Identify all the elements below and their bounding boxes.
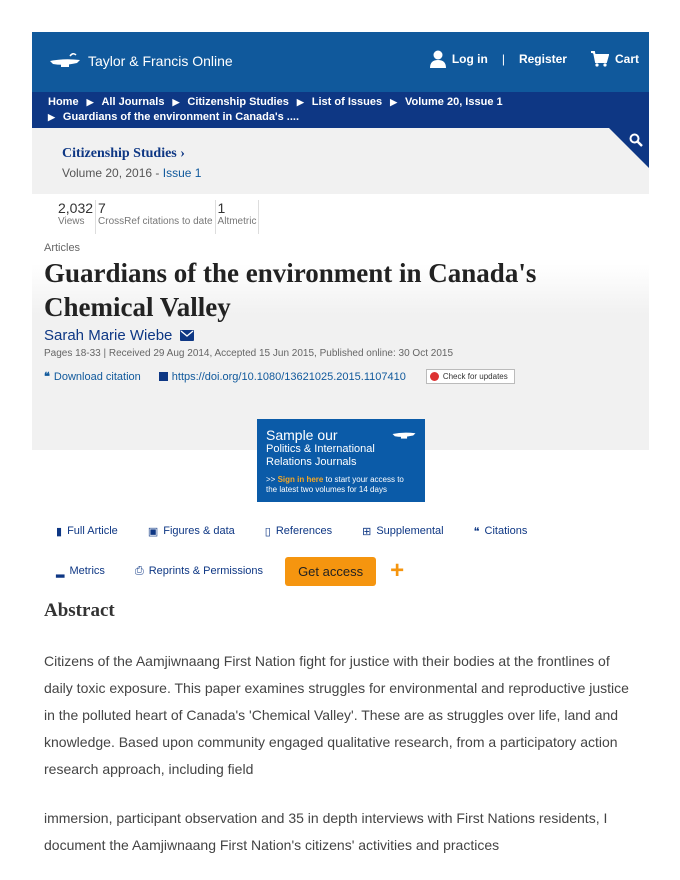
- get-access-button[interactable]: Get access: [285, 557, 376, 586]
- article-type: Articles: [44, 242, 81, 254]
- abstract-body: [44, 648, 634, 859]
- image-icon: ▣: [147, 525, 159, 538]
- lamp-logo-icon: [48, 52, 82, 70]
- tab-row-2: [56, 559, 616, 583]
- check-for-updates-button[interactable]: Check for updates: [426, 369, 515, 384]
- cart-link[interactable]: [591, 51, 639, 67]
- author[interactable]: [32, 324, 649, 344]
- promo-line1: Sample our: [266, 427, 338, 443]
- register-link[interactable]: Register: [518, 52, 567, 66]
- metric-views: 2,032 Views: [56, 200, 96, 234]
- print-icon: ⎙: [134, 564, 144, 577]
- tab-reprints[interactable]: ⎙ Reprints & Permissions: [134, 564, 264, 577]
- tab-supplemental[interactable]: ⊞ Supplemental: [362, 525, 444, 538]
- login-link[interactable]: [430, 50, 488, 68]
- journal-title[interactable]: Citizenship Studies ›: [62, 146, 185, 161]
- cart-icon: [591, 51, 609, 67]
- top-nav: [430, 50, 639, 68]
- logo[interactable]: [48, 52, 233, 70]
- tab-figures[interactable]: ▣ Figures & data: [147, 525, 235, 538]
- page: [32, 32, 649, 853]
- download-citation-link[interactable]: ❝ Download citation: [44, 370, 141, 383]
- promo-banner[interactable]: [257, 419, 425, 502]
- breadcrumb-volume[interactable]: Volume 20, Issue 1: [404, 96, 503, 108]
- author-name: Sarah Marie Wiebe: [44, 327, 173, 344]
- journal-banner: [32, 128, 649, 194]
- breadcrumb-current: Guardians of the environment in Canada's ....: [62, 111, 300, 123]
- issue-link[interactable]: Issue 1: [162, 166, 202, 180]
- abstract-paragraph: Citizens of the Aamjiwnaang First Nation fight for justice with their bodies at the frontlines of daily toxic exposure. This paper examines struggles for environmental and reproductive justice in the polluted heart of Canada's 'Chemical Valley'. These are as struggles over life, land and knowledge. Based upon community engaged qualitative research, from a participatory action research approach, including field: [44, 653, 629, 777]
- tab-metrics[interactable]: ▂ Metrics: [56, 565, 105, 578]
- logo-text: Taylor & Francis Online: [88, 53, 233, 69]
- breadcrumb-arrow-icon: ▶: [48, 112, 55, 122]
- search-icon[interactable]: [629, 133, 643, 147]
- cart-label: Cart: [614, 52, 639, 66]
- breadcrumb-arrow-icon: ▶: [86, 97, 94, 107]
- article-links: [32, 359, 649, 384]
- breadcrumb-arrow-icon: ▶: [172, 97, 180, 107]
- metric-altmetric[interactable]: 1 Altmetric: [216, 200, 260, 234]
- quote-icon: ❝: [44, 371, 50, 383]
- nav-divider: |: [501, 52, 505, 66]
- publication-dates: Pages 18-33 | Received 29 Aug 2014, Accepted 15 Jun 2015, Published online: 30 Oct 2015: [44, 348, 454, 359]
- book-icon: ▯: [264, 525, 271, 538]
- quote-icon: ❝: [473, 525, 480, 538]
- breadcrumb-arrow-icon: ▶: [390, 97, 397, 107]
- add-icon[interactable]: +: [390, 557, 405, 584]
- abstract-heading: Abstract: [44, 600, 115, 621]
- abstract-paragraph: immersion, participant observation and 35 in depth interviews with First Nations residents, I document the Aamjiwnaang First Nation's citizens' activities and practices: [44, 810, 608, 853]
- article-tabs: [56, 519, 616, 583]
- tab-row-1: [56, 519, 616, 543]
- tab-references[interactable]: ▯ References: [264, 525, 333, 538]
- article-metrics: [32, 194, 649, 234]
- login-label: Log in: [451, 52, 488, 66]
- breadcrumb-arrow-icon: ▶: [296, 97, 304, 107]
- envelope-icon[interactable]: [180, 330, 194, 341]
- metric-crossref[interactable]: 7 CrossRef citations to date: [96, 200, 216, 234]
- promo-line2: Politics & International Relations Journals: [266, 443, 375, 468]
- plus-square-icon: ⊞: [362, 525, 372, 538]
- lamp-logo-icon: [391, 427, 417, 441]
- promo-cta: >> Sign in here to start your access to the latest two volumes for 14 days: [266, 475, 404, 494]
- bar-chart-icon: ▂: [56, 565, 65, 578]
- breadcrumb-journal[interactable]: Citizenship Studies: [187, 96, 289, 108]
- external-link-icon: [159, 372, 168, 381]
- crossmark-icon: [430, 372, 439, 381]
- breadcrumb-all-journals[interactable]: All Journals: [101, 96, 165, 108]
- article-title: Guardians of the environment in Canada's Chemical Valley: [44, 258, 537, 322]
- breadcrumb-home[interactable]: Home: [48, 96, 79, 108]
- tab-full-article[interactable]: ▮ Full Article: [56, 525, 118, 538]
- journal-volume: Volume 20, 2016 - Issue 1: [62, 166, 202, 180]
- document-icon: ▮: [56, 525, 63, 538]
- breadcrumb-issues[interactable]: List of Issues: [311, 96, 383, 108]
- article-header: [32, 194, 649, 450]
- breadcrumb: [32, 92, 649, 128]
- promo-sign-in-link[interactable]: Sign in here: [277, 475, 324, 484]
- site-header: [32, 32, 649, 92]
- tab-citations[interactable]: ❝ Citations: [473, 525, 528, 538]
- doi-link[interactable]: https://doi.org/10.1080/13621025.2015.1107410: [159, 371, 406, 383]
- user-icon: [430, 50, 446, 68]
